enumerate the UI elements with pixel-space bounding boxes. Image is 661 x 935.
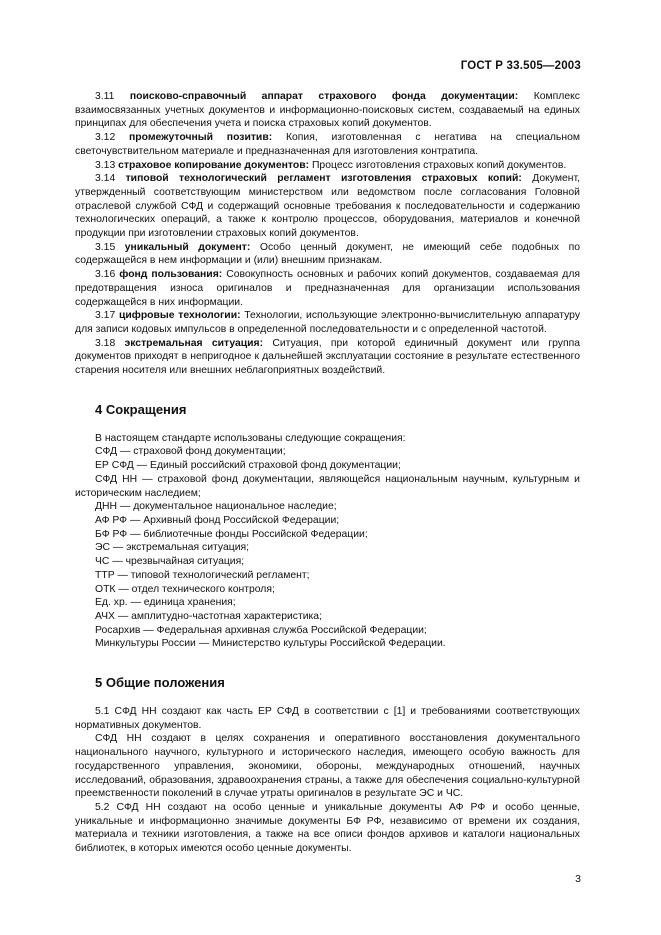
definition-item bbox=[75, 241, 580, 268]
section-5-paragraph: СФД НН создают в целях сохранения и оперативного восстановления документального национального научного, культурного и исторического наследия, имеющего особую важность для государственного управления, экономики, обороны, международных отношений, научных исследований, образования, здравоохранения страны, а также для обеспечения социально-культурной преемственности поколений в случае утраты оригиналов в результате ЭС и ЧС. bbox=[75, 733, 580, 800]
definition-text: Ситуация, при которой единичный документ или группа документов приходят в непригодное к дальнейшей эксплуатации состояние в результате естественного старения носителя или внешних неблагоприятных воздействий. bbox=[75, 337, 581, 377]
abbreviation-item: СФД — страховой фонд документации; bbox=[95, 446, 286, 458]
abbreviation-item: Минкультуры России — Министерство культуры Российской Федерации. bbox=[95, 638, 446, 650]
page-content bbox=[75, 90, 580, 856]
definition-term: экстремальная ситуация: bbox=[124, 337, 264, 349]
definition-term: типовой технологический регламент изготовления страховых копий: bbox=[125, 173, 522, 185]
definition-item bbox=[75, 309, 580, 336]
definition-item bbox=[75, 159, 580, 173]
definition-term: уникальный документ: bbox=[124, 241, 251, 253]
page-number: 3 bbox=[575, 873, 581, 885]
abbreviation-item: ТТР — типовой технологический регламент; bbox=[95, 569, 310, 581]
definition-term: промежуточный позитив: bbox=[129, 132, 273, 144]
definition-text: Копия, изготовленная с негатива на специальном светочувствительном материале и предназначенная для изготовления контратипа. bbox=[75, 132, 580, 157]
section-4-intro: В настоящем стандарте использованы следующие сокращения: bbox=[95, 432, 406, 444]
abbreviation-item: ЧС — чрезвычайная ситуация; bbox=[95, 556, 245, 568]
definition-item bbox=[75, 337, 580, 378]
definition-text: Технологии, использующие электронно-вычислительную аппаратуру для записи кодовых импульсов в определенной последовательности и с определенной частотой. bbox=[75, 310, 581, 335]
definition-number: 3.18 bbox=[95, 337, 116, 349]
definition-number: 3.17 bbox=[95, 310, 116, 322]
section-5-paragraph: 5.2 СФД НН создают на особо ценные и уникальные документы АФ РФ и особо ценные, уникальные и информационно значимые документы БФ РФ, независимо от времени их создания, материала и техники изготовления, а также на все описи фондов архивов и каталоги национальных библиотек, в которых имеются особо ценные документы. bbox=[75, 801, 580, 855]
definition-text: Процесс изготовления страховых копий документов. bbox=[311, 159, 567, 171]
abbreviation-item: ЭС — экстремальная ситуация; bbox=[95, 542, 250, 554]
abbreviation-list bbox=[75, 445, 580, 651]
abbreviation-item: Росархив — Федеральная архивная служба Российской Федерации; bbox=[95, 624, 427, 636]
abbreviation-item: ОТК — отдел технического контроля; bbox=[95, 583, 275, 595]
definition-item bbox=[75, 131, 580, 158]
definition-text: Комплекс взаимосвязанных учетных документов и информационно-поисковых систем, создаваемый на единых принципах для обеспечения учета и поиска страховых копий документов. bbox=[75, 91, 580, 130]
abbreviation-item: ДНН — документальное национальное наследие; bbox=[95, 501, 337, 513]
section-5-title: 5 Общие положения bbox=[95, 675, 225, 691]
definition-term: поисково-справочный аппарат страхового фонда документации: bbox=[129, 91, 519, 102]
definition-number: 3.11 bbox=[95, 91, 115, 102]
definition-text: Документ, утвержденный соответствующим министерством или ведомством после согласования Головной отраслевой службой СФД и содержащий основные требования к последовательности и содержанию технологических операций, а также к контролю процессов, оборудования, материалов и конечной продукции при изготовлении страховых копий документов. bbox=[75, 173, 581, 240]
abbreviation-item: СФД НН — страховой фонд документации, являющейся национальным научным, культурным и историческим наследием; bbox=[75, 473, 580, 499]
abbreviation-item: АЧХ — амплитудно-частотная характеристика; bbox=[95, 610, 322, 622]
abbreviation-item: Ед. хр. — единица хранения; bbox=[95, 597, 236, 609]
definition-item bbox=[75, 268, 580, 309]
abbreviation-item: ЕР СФД — Единый российский страховой фонд документации; bbox=[95, 460, 401, 472]
definition-text: Особо ценный документ, не имеющий себе подобных по содержащейся в нем информации и (или) внешним признакам. bbox=[75, 241, 580, 267]
definition-number: 3.13 bbox=[95, 159, 116, 171]
definition-number: 3.15 bbox=[95, 241, 116, 253]
definition-item bbox=[75, 90, 580, 131]
definition-term: фонд пользования: bbox=[119, 269, 223, 281]
definition-term: страховое копирование документов: bbox=[118, 159, 310, 171]
section-5-paragraph: 5.1 СФД НН создают как часть ЕР СФД в соответствии с [1] и требованиями соответствующих нормативных документов. bbox=[75, 706, 580, 731]
definitions-list bbox=[75, 90, 580, 378]
definition-number: 3.16 bbox=[95, 269, 116, 281]
definition-text: Совокупность основных и рабочих копий документов, создаваемая для предотвращения износа оригиналов и предназначенная для организации использования содержащейся в них информации. bbox=[75, 269, 581, 308]
abbreviation-item: АФ РФ — Архивный фонд Российской Федерации; bbox=[95, 514, 340, 526]
definition-term: цифровые технологии: bbox=[118, 310, 241, 322]
definition-number: 3.14 bbox=[95, 173, 116, 185]
standard-code-header: ГОСТ Р 33.505—2003 bbox=[460, 60, 581, 72]
section-4-title: 4 Сокращения bbox=[95, 401, 187, 417]
definition-item bbox=[75, 172, 580, 241]
definition-number: 3.12 bbox=[95, 132, 116, 144]
abbreviation-item: БФ РФ — библиотечные фонды Российской Федерации; bbox=[95, 528, 368, 540]
